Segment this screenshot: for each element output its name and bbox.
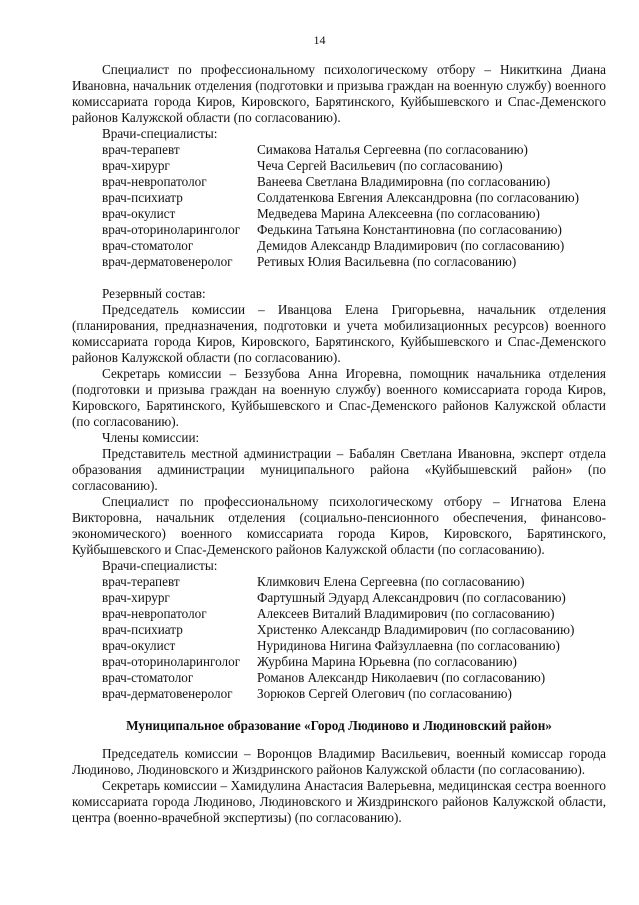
roster-row: [102, 206, 606, 222]
doctor-role: врач-дерматовенеролог: [102, 254, 233, 269]
doctor-role: врач-психиатр: [102, 622, 183, 637]
roster-row: [102, 638, 606, 654]
doctor-name: Нуридинова Нигина Файзуллаевна (по согласованию): [257, 638, 560, 653]
roster-row: [102, 190, 606, 206]
roster-row: [102, 174, 606, 190]
doctor-name: Чеча Сергей Васильевич (по согласованию): [257, 158, 503, 173]
reserve-composition: [72, 286, 606, 702]
doctors-roster-reserve: [102, 574, 606, 702]
roster-row: [102, 654, 606, 670]
doctor-role: врач-хирург: [102, 158, 170, 173]
doctor-role: врач-хирург: [102, 590, 170, 605]
doctor-name: Ретивых Юлия Васильевна (по согласованию): [257, 254, 517, 269]
doctor-name: Романов Александр Николаевич (по согласованию): [257, 670, 546, 685]
doctor-role: врач-стоматолог: [102, 238, 194, 253]
doctor-role: врач-стоматолог: [102, 670, 194, 685]
doctor-role: врач-невропатолог: [102, 174, 207, 189]
doctor-name: Федькина Татьяна Константиновна (по согласованию): [257, 222, 562, 237]
roster-row: [102, 158, 606, 174]
roster-row: [102, 222, 606, 238]
reserve-admin-paragraph: Представитель местной администрации – Бабалян Светлана Ивановна, эксперт отдела образования администрации муниципального района «Куйбышевский район» (по согласованию).: [72, 446, 606, 493]
doctors-label: Врачи-специалисты:: [102, 558, 218, 573]
ludinovo-composition: [72, 746, 606, 826]
reserve-secretary-paragraph: Секретарь комиссии – Беззубова Анна Игоревна, помощник начальника отделения (подготовки и призыва граждан на военную службу) военного комиссариата города Киров, Кировского, Барятинского, Куйбышевского и Спас-Деменского районов Калужской области (по согласованию).: [72, 366, 606, 429]
roster-row: [102, 142, 606, 158]
doctor-name: Солдатенкова Евгения Александровна (по согласованию): [257, 190, 580, 205]
doctor-name: Алексеев Виталий Владимирович (по согласованию): [257, 606, 555, 621]
reserve-chair-paragraph: Председатель комиссии – Иванцова Елена Григорьевна, начальник отделения (планирования, предназначения, подготовки и учета мобилизационных ресурсов) военного комиссариата города Киров, Кировского, Барятинского, Куйбышевского и Спас-Деменского районов Калужской области (по согласованию).: [72, 302, 606, 365]
doctor-name: Климкович Елена Сергеевна (по согласованию): [257, 574, 525, 589]
roster-row: [102, 254, 606, 270]
reserve-label: Резервный состав:: [102, 286, 206, 301]
doctor-role: врач-оториноларинголог: [102, 222, 241, 237]
doctor-role: врач-дерматовенеролог: [102, 686, 233, 701]
roster-row: [102, 670, 606, 686]
commission-composition-top: [72, 62, 606, 270]
doctor-role: врач-оториноларинголог: [102, 654, 241, 669]
members-label: Члены комиссии:: [102, 430, 200, 445]
doctor-role: врач-окулист: [102, 206, 176, 221]
doctor-name: Симакова Наталья Сергеевна (по согласованию): [257, 142, 528, 157]
doctor-name: Христенко Александр Владимирович (по согласованию): [257, 622, 575, 637]
doctor-name: Демидов Александр Владимирович (по согласованию): [257, 238, 565, 253]
ludinovo-secretary-paragraph: Секретарь комиссии – Хамидулина Анастасия Валерьевна, медицинская сестра военного комиссариата города Людиново, Людиновского и Жиздринского районов Калужской области, центра (военно-врачебной экспертизы) (по согласованию).: [72, 778, 606, 825]
doctor-role: врач-окулист: [102, 638, 176, 653]
roster-row: [102, 238, 606, 254]
doctor-role: врач-психиатр: [102, 190, 183, 205]
doctors-label: Врачи-специалисты:: [102, 126, 218, 141]
roster-row: [102, 686, 606, 702]
doctor-name: Зорюков Сергей Олегович (по согласованию): [257, 686, 512, 701]
doctor-name: Медведева Марина Алексеевна (по согласованию): [257, 206, 540, 221]
doctors-roster-main: [102, 142, 606, 270]
reserve-psychologist-paragraph: Специалист по профессиональному психологическому отбору – Игнатова Елена Викторовна, начальник отделения (социально-пенсионного обеспечения, финансово-экономического) военного комиссариата города Киров, Кировского, Барятинского, Куйбышевского и Спас-Деменского районов Калужской области (по согласованию).: [72, 494, 606, 557]
psychologist-paragraph: Специалист по профессиональному психологическому отбору – Никиткина Диана Ивановна, начальник отделения (подготовки и призыва граждан на военную службу) военного комиссариата города Киров, Кировского, Барятинского, Куйбышевского и Спас-Деменского районов Калужской области (по согласованию).: [72, 62, 606, 125]
doctor-name: Фартушный Эдуард Александрович (по согласованию): [257, 590, 566, 605]
roster-row: [102, 574, 606, 590]
section-heading: Муниципальное образование «Город Людиново и Людиновский район»: [126, 718, 552, 733]
roster-row: [102, 622, 606, 638]
doctor-role: врач-невропатолог: [102, 606, 207, 621]
doctor-role: врач-терапевт: [102, 142, 180, 157]
ludinovo-chair-paragraph: Председатель комиссии – Воронцов Владимир Васильевич, военный комиссар города Людиново, Людиновского и Жиздринского районов Калужской области (по согласованию).: [72, 746, 606, 777]
page-number: 14: [313, 33, 326, 47]
doctor-role: врач-терапевт: [102, 574, 180, 589]
doctor-name: Журбина Марина Юрьевна (по согласованию): [257, 654, 517, 669]
roster-row: [102, 606, 606, 622]
roster-row: [102, 590, 606, 606]
doctor-name: Ванеева Светлана Владимировна (по согласованию): [257, 174, 551, 189]
